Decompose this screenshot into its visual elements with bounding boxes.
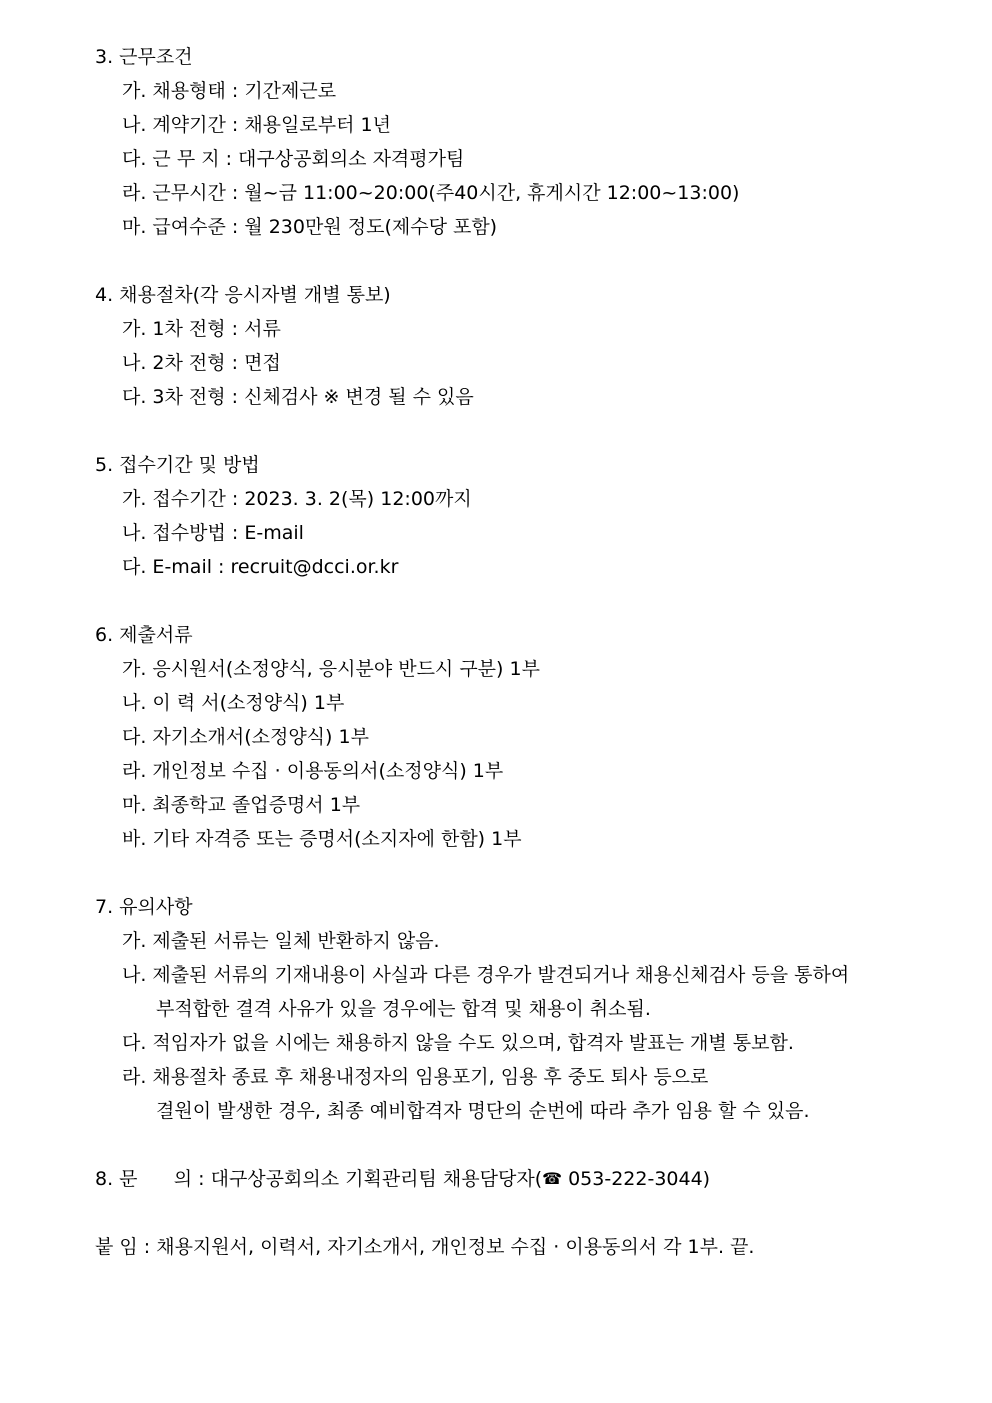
list-item: 가. 제출된 서류는 일체 반환하지 않음.	[122, 930, 440, 952]
list-item: 라. 근무시간 : 월~금 11:00~20:00(주40시간, 휴게시간 12:00~13:00)	[122, 182, 740, 204]
attachment-line: 붙 임 : 채용지원서, 이력서, 자기소개서, 개인정보 수집 · 이용동의서 각 1부. 끝.	[95, 1236, 755, 1258]
list-item: 마. 최종학교 졸업증명서 1부	[122, 794, 361, 816]
list-item: 마. 급여수준 : 월 230만원 정도(제수당 포함)	[122, 216, 498, 238]
list-item: 다. 근 무 지 : 대구상공회의소 자격평가팀	[122, 148, 465, 170]
list-item: 가. 1차 전형 : 서류	[122, 318, 281, 340]
section-heading-3: 3. 근무조건	[95, 46, 193, 68]
section-heading-4: 4. 채용절차(각 응시자별 개별 통보)	[95, 284, 391, 306]
list-item: 라. 개인정보 수집 · 이용동의서(소정양식) 1부	[122, 760, 504, 782]
inquiry-line	[95, 1166, 710, 1192]
list-item-continuation: 결원이 발생한 경우, 최종 예비합격자 명단의 순번에 따라 추가 임용 할 수 있음.	[156, 1100, 810, 1122]
list-item: 나. 2차 전형 : 면접	[122, 352, 281, 374]
list-item: 다. 3차 전형 : 신체검사 ※ 변경 될 수 있음	[122, 386, 474, 408]
section-heading-5: 5. 접수기간 및 방법	[95, 454, 260, 476]
list-item-continuation: 부적합한 결격 사유가 있을 경우에는 합격 및 채용이 취소됨.	[156, 998, 651, 1020]
list-item: 가. 채용형태 : 기간제근로	[122, 80, 337, 102]
list-item: 가. 접수기간 : 2023. 3. 2(목) 12:00까지	[122, 488, 472, 510]
list-item: 바. 기타 자격증 또는 증명서(소지자에 한함) 1부	[122, 828, 522, 850]
inquiry-text: 8. 문 의 : 대구상공회의소 기획관리팀 채용담당자(	[95, 1168, 543, 1190]
list-item: 나. 계약기간 : 채용일로부터 1년	[122, 114, 391, 136]
list-item: 나. 제출된 서류의 기재내용이 사실과 다른 경우가 발견되거나 채용신체검사 등을 통하여	[122, 964, 850, 986]
section-heading-6: 6. 제출서류	[95, 624, 193, 646]
list-item: 다. E-mail : recruit@dcci.or.kr	[122, 556, 399, 578]
inquiry-phone: 053-222-3044)	[562, 1168, 711, 1190]
list-item: 나. 이 력 서(소정양식) 1부	[122, 692, 345, 714]
list-item: 가. 응시원서(소정양식, 응시분야 반드시 구분) 1부	[122, 658, 540, 680]
list-item: 라. 채용절차 종료 후 채용내정자의 임용포기, 임용 후 중도 퇴사 등으로	[122, 1066, 709, 1088]
list-item: 다. 자기소개서(소정양식) 1부	[122, 726, 369, 748]
list-item: 다. 적임자가 없을 시에는 채용하지 않을 수도 있으며, 합격자 발표는 개별 통보함.	[122, 1032, 794, 1054]
list-item: 나. 접수방법 : E-mail	[122, 522, 304, 544]
phone-icon: ☎	[542, 1169, 563, 1188]
section-heading-7: 7. 유의사항	[95, 896, 193, 918]
